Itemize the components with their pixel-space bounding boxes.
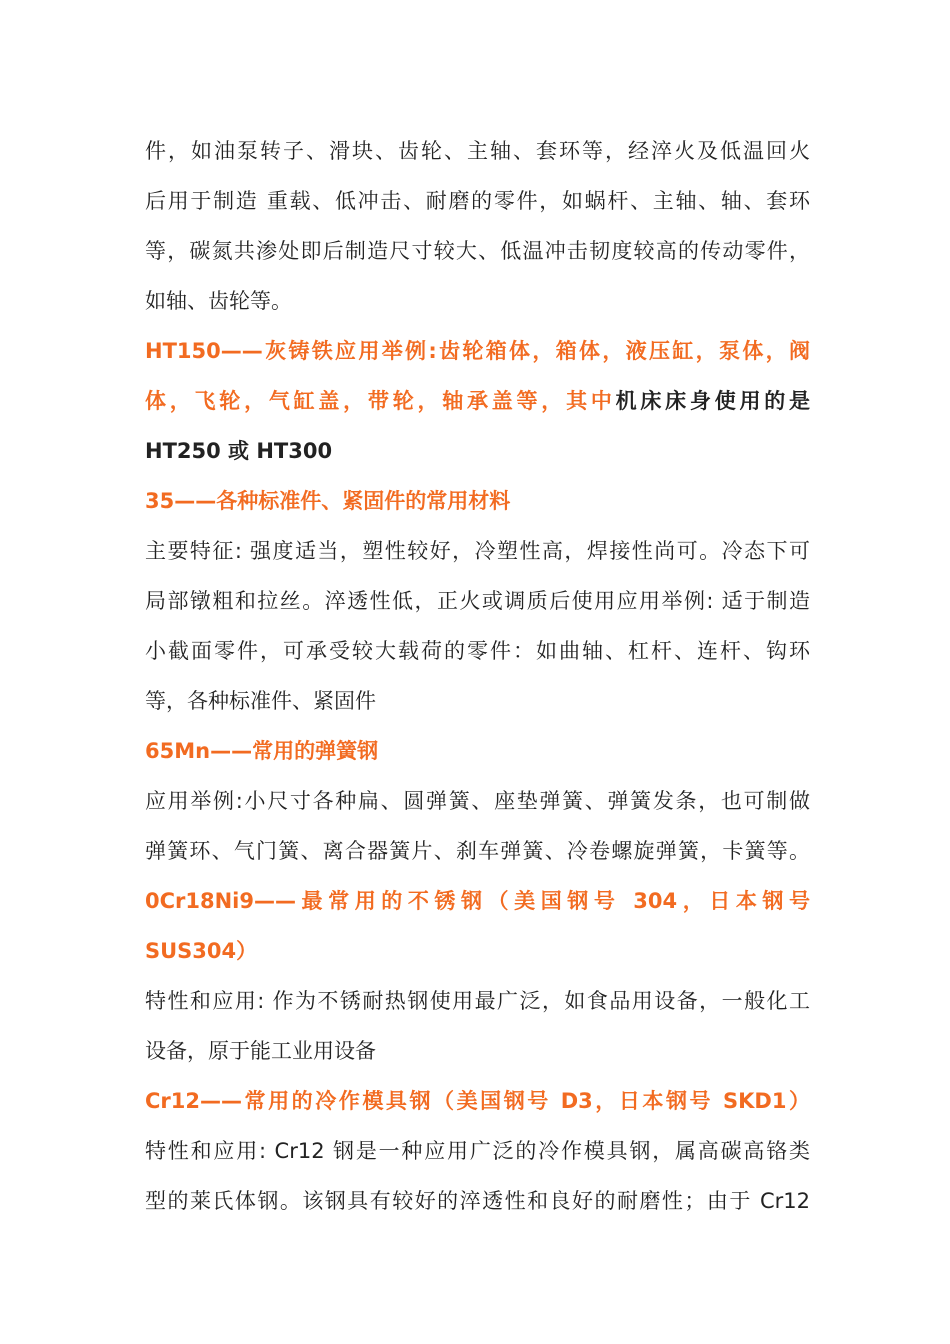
body-text-line: 特性和应用: 作为不锈耐热钢使用最广泛，如食品用设备，一般化工	[145, 989, 810, 1013]
document-body	[145, 126, 810, 1226]
body-text-line: 特性和应用: Cr12 钢是一种应用广泛的冷作模具钢，属高碳高铬类	[145, 1139, 810, 1163]
section-heading-line: 65Mn——常用的弹簧钢	[145, 739, 379, 763]
body-text-line: 件，如油泵转子、滑块、齿轮、主轴、套环等，经淬火及低温回火	[145, 139, 810, 163]
section-heading-line: HT150——灰铸铁应用举例:齿轮箱体，箱体，液压缸，泵体，阀	[145, 339, 810, 363]
section-heading-line: 0Cr18Ni9——最常用的不锈钢（美国钢号 304，日本钢号	[145, 889, 810, 913]
body-text-line: 应用举例:小尺寸各种扁、圆弹簧、座垫弹簧、弹簧发条，也可制做	[145, 789, 810, 813]
body-text-line: 设备，原于能工业用设备	[145, 1039, 376, 1063]
heading-emphasis-text: 机床床身使用的是	[615, 389, 810, 413]
body-text-line: 如轴、齿轮等。	[145, 289, 292, 313]
heading-emphasis-line: HT250 或 HT300	[145, 439, 333, 463]
body-text-line: 等，各种标准件、紧固件	[145, 689, 376, 713]
section-heading-line	[145, 376, 810, 426]
body-text-line: 后用于制造 重载、低冲击、耐磨的零件，如蜗杆、主轴、轴、套环	[145, 189, 810, 213]
section-heading-line: 35——各种标准件、紧固件的常用材料	[145, 489, 511, 513]
body-text-line: 局部镦粗和拉丝。淬透性低，正火或调质后使用应用举例: 适于制造	[145, 589, 810, 613]
section-heading-line: SUS304）	[145, 939, 258, 963]
body-text-line: 小截面零件，可承受较大载荷的零件：如曲轴、杠杆、连杆、钩环	[145, 639, 810, 663]
section-heading-line: Cr12——常用的冷作模具钢（美国钢号 D3，日本钢号 SKD1）	[145, 1089, 810, 1113]
body-text-line: 等，碳氮共渗处即后制造尺寸较大、低温冲击韧度较高的传动零件，	[145, 239, 810, 263]
heading-accent-text: 体，飞轮，气缸盖，带轮，轴承盖等，其中	[145, 389, 616, 413]
body-text-line: 主要特征: 强度适当，塑性较好，冷塑性高，焊接性尚可。冷态下可	[145, 539, 810, 563]
body-text-line: 弹簧环、气门簧、离合器簧片、刹车弹簧、冷卷螺旋弹簧，卡簧等。	[145, 839, 810, 863]
body-text-line: 型的莱氏体钢。该钢具有较好的淬透性和良好的耐磨性；由于 Cr12	[145, 1189, 810, 1213]
